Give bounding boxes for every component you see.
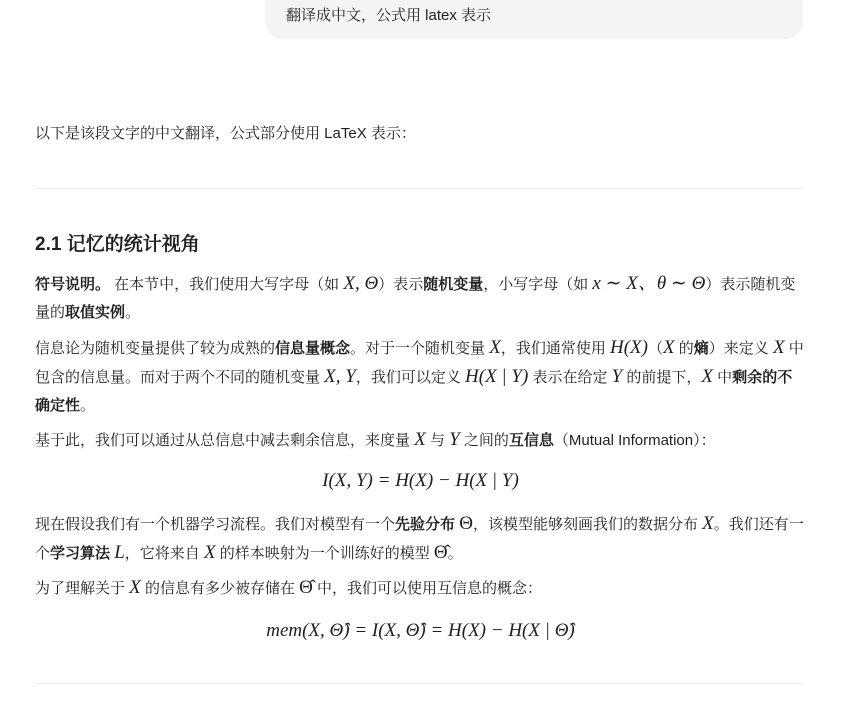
text: 中包含的信息量。而对于两个不同的随机变量 xyxy=(35,340,804,386)
paragraph-entropy xyxy=(35,334,805,420)
text: 为了理解关于 xyxy=(35,580,130,597)
math-inline: Θ̂ xyxy=(433,542,448,563)
paragraph-memorization xyxy=(35,574,805,603)
bold-term: 学习算法 xyxy=(50,545,111,562)
text: 现在假设我们有一个机器学习流程。我们对模型有一个 xyxy=(35,516,396,533)
math-inline: Θ xyxy=(459,513,473,534)
math-display: I(X, Y) = H(X) − H(X | Y) xyxy=(322,470,519,491)
text: 。 xyxy=(80,397,96,414)
text: 的信息有多少被存储在 xyxy=(140,580,300,597)
math-inline: X, Y xyxy=(324,366,356,387)
text: 表示在给定 xyxy=(528,369,612,386)
math-inline: X xyxy=(129,577,141,598)
user-message-bubble xyxy=(265,0,803,39)
math-inline: X xyxy=(414,429,426,450)
text: 。 xyxy=(125,304,141,321)
text: 中 xyxy=(713,369,733,386)
bold-term: 信息量概念 xyxy=(275,340,351,357)
section-heading: 2.1 记忆的统计视角 xyxy=(35,234,200,255)
text: ，它将来自 xyxy=(124,545,204,562)
divider xyxy=(35,188,803,189)
math-inline: Y xyxy=(611,366,623,387)
bold-term: 熵 xyxy=(693,340,709,357)
text: ）表示随机变量的 xyxy=(35,276,796,321)
text: ，该模型能够刻画我们的数据分布 xyxy=(472,516,703,533)
response-intro: 以下是该段文字的中文翻译，公式部分使用 LaTeX 表示： xyxy=(35,125,416,142)
math-inline: X, Θ xyxy=(343,273,379,294)
text: 。 xyxy=(447,545,463,562)
math-display: mem(X, Θ̂) = I(X, Θ̂) = H(X) − H(X | Θ̂) xyxy=(266,620,575,641)
text: （ xyxy=(647,340,663,357)
text: ，小写字母（如 xyxy=(483,276,593,293)
divider xyxy=(35,683,803,684)
text: 的样本映射为一个训练好的模型 xyxy=(215,545,434,562)
text: 的 xyxy=(674,340,694,357)
text: ）表示 xyxy=(378,276,424,293)
equation-mutual-information xyxy=(0,465,841,495)
math-inline: X xyxy=(489,337,501,358)
paragraph-ml-pipeline xyxy=(35,510,805,568)
math-inline: x ∼ X、θ ∼ Θ xyxy=(592,273,706,294)
bold-term: 随机变量 xyxy=(423,276,484,293)
text: ，我们可以定义 xyxy=(355,369,466,386)
text: 之间的 xyxy=(459,432,509,449)
text: 基于此，我们可以通过从总信息中减去剩余信息，来度量 xyxy=(35,432,415,449)
text: （Mutual Information）： xyxy=(553,432,716,449)
text: ）来定义 xyxy=(708,340,773,357)
text: 在本节中，我们使用大写字母（如 xyxy=(110,276,344,293)
math-inline: Y xyxy=(449,429,460,450)
paragraph-mutual-information xyxy=(35,426,805,455)
text: ，我们通常使用 xyxy=(500,340,610,357)
math-inline: X xyxy=(203,542,216,563)
math-inline: X xyxy=(662,337,675,358)
text: 。我们还有一个 xyxy=(35,516,804,562)
bold-term: 先验分布 xyxy=(395,516,456,533)
user-message-text: 翻译成中文，公式用 latex 表示 xyxy=(286,7,492,24)
text: 与 xyxy=(425,432,450,449)
math-inline: L xyxy=(114,542,125,563)
equation-memorization xyxy=(0,615,841,645)
math-inline: X xyxy=(772,337,785,358)
text: 。对于一个随机变量 xyxy=(350,340,490,357)
bold-term: 取值实例 xyxy=(65,304,126,321)
math-inline: X xyxy=(702,513,714,534)
text: 中，我们可以使用互信息的概念： xyxy=(312,580,543,597)
math-inline: H(X | Y) xyxy=(465,366,529,387)
text: 的前提下， xyxy=(622,369,702,386)
math-inline: Θ̂ xyxy=(299,577,313,598)
paragraph-notation xyxy=(35,270,805,327)
notation-label: 符号说明。 xyxy=(35,276,111,293)
math-inline: X xyxy=(701,366,714,387)
math-inline: H(X) xyxy=(609,337,648,358)
text: 信息论为随机变量提供了较为成熟的 xyxy=(35,340,276,357)
bold-term: 互信息 xyxy=(508,432,554,449)
bold-term: 剩余的不确定性 xyxy=(35,369,793,414)
